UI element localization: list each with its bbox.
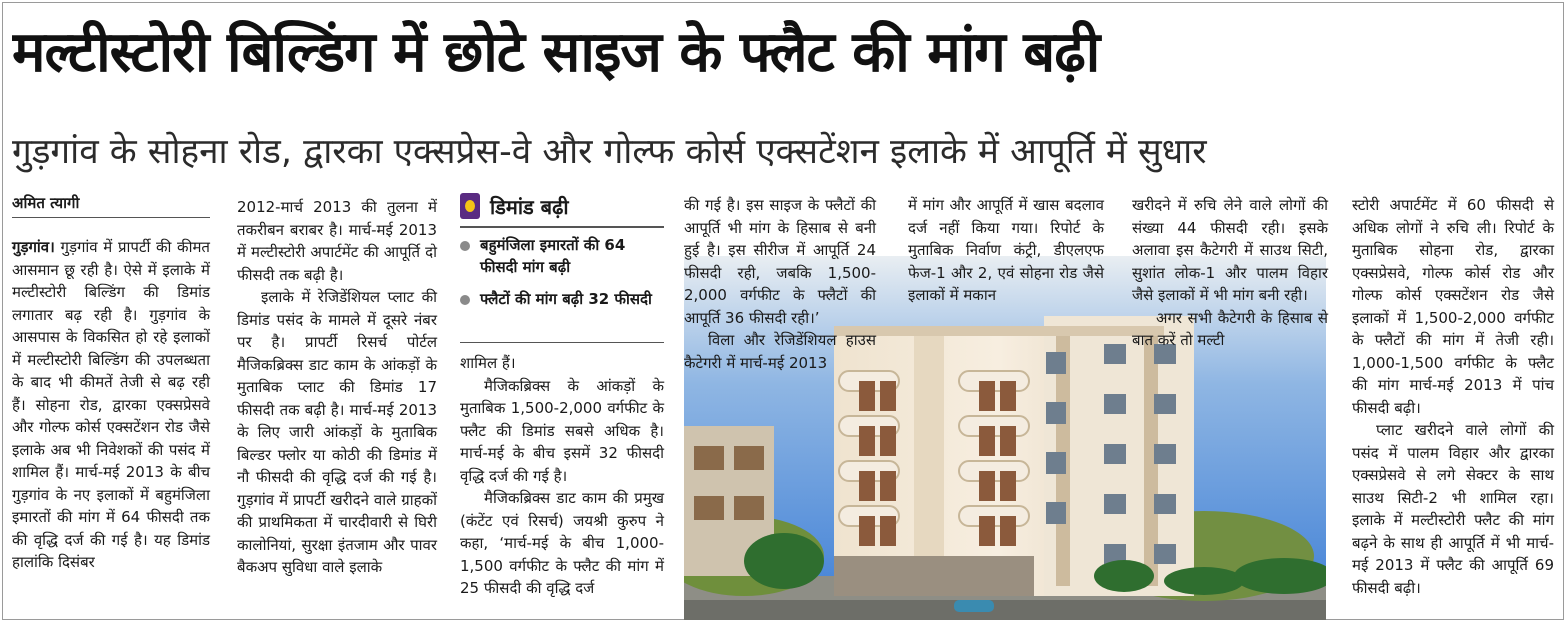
headline: मल्टीस्टोरी बिल्डिंग में छोटे साइज के फ्लैट की मांग बढ़ी — [12, 20, 1100, 85]
sidebar-header — [460, 188, 664, 224]
sidebar-marker-icon — [460, 193, 480, 219]
sidebar-item — [460, 288, 664, 310]
sidebar-title: डिमांड बढ़ी — [490, 194, 569, 219]
paragraph: स्टोरी अपार्टमेंट में 60 फीसदी से अधिक लोगों ने रुचि ली। रिपोर्ट के मुताबिक सोहना रोड, द्वारका एक्सप्रेसवे, गोल्फ कोर्स रोड और गोल्फ कोर्स एक्सटेंशन रोड जैसे इलाकों में 1,500-2,000 वर्गफीट के फ्लैटों की मांग में तेजी रही। 1,000-1,500 वर्गफीट के फ्लैट की मांग मार्च-मई 2013 में पांच फीसदी बढ़ी। — [1352, 196, 1554, 417]
paragraph: 2012-मार्च 2013 की तुलना में तकरीबन बराबर है। मार्च-मई 2013 में मल्टीस्टोरी अपार्टमेंट की आपूर्ति दो फीसदी तक बढ़ी है। — [237, 198, 437, 284]
bullet-icon — [460, 241, 470, 251]
paragraph: शामिल हैं। — [460, 354, 516, 372]
paragraph: की गई है। इस साइज के फ्लैटों की आपूर्ति भी मांग के हिसाब से बनी हुई है। इस सीरीज में आपूर्ति 24 फीसदी रही, जबकि 1,500-2,000 वर्गफीट के फ्लैटों की आपूर्ति 36 फीसदी रही।’ — [684, 196, 876, 327]
bullet-icon — [460, 295, 470, 305]
divider — [460, 226, 664, 228]
paragraph: गुड़गांव में प्रापर्टी की कीमत आसमान छू रही है। ऐसे में इलाके में मल्टीस्टोरी बिल्डिंग की डिमांड लगातार बढ़ रही है। गुड़गांव के आसपास के विकसित हो रहे इलाकों में मल्टीस्टोरी बिल्डिंग की उपलब्धता के बाद भी कीमतें तेजी से बढ़ रही हैं। सोहना रोड, द्वारका एक्सप्रेसवे और गोल्फ कोर्स एक्सटेंशन रोड जैसे इलाके अब भी निवेशकों की पसंद में शामिल हैं। मार्च-मई 2013 के बीच गुड़गांव के नए इलाकों में बहुमंजिला इमारतों की मांग में 64 फीसदी तक की वृद्धि दर्ज की गई है। यह डिमांड हालांकि दिसंबर — [12, 238, 210, 571]
byline: अमित त्यागी — [12, 192, 210, 218]
paragraph: विला और रेजिडेंशियल हाउस कैटेगरी में मार्च-मई 2013 — [684, 331, 876, 372]
sidebar-item-text: बहुमंजिला इमारतों की 64 फीसदी मांग बढ़ी — [480, 235, 626, 276]
paragraph: इलाके में रेजिडेंशियल प्लाट की डिमांड पसंद के मामले में दूसरे नंबर पर है। प्रापर्टी रिसर्च पोर्टल मैजिकब्रिक्स डाट काम के आंकड़ों के मुताबिक प्लाट की डिमांड 17 फीसदी तक बढ़ी है। मार्च-मई 2013 के लिए जारी आंकड़ों के मुताबिक बिल्डर फ्लोर या कोठी की डिमांड में नौ फीसदी की वृद्धि दर्ज की गई है। गुड़गांव में प्रापर्टी खरीदने वाले ग्राहकों की प्राथमिकता में चारदीवारी से घिरी कालोनियां, सुरक्षा इंतजाम और पावर बैकअप सुविधा वाले इलाके — [237, 288, 437, 576]
demand-sidebar — [460, 188, 664, 343]
paragraph: मैजिकब्रिक्स डाट काम की प्रमुख (कंटेंट एवं रिसर्च) जयश्री कुरुप ने कहा, ‘मार्च-मई के बीच 1,000-1,500 वर्गफीट के फ्लैट की मांग में 25 फीसदी की वृद्धि दर्ज — [460, 489, 664, 597]
article-column-6 — [1132, 194, 1328, 352]
article-column-7 — [1352, 194, 1554, 599]
article-column-1 — [12, 236, 210, 574]
paragraph: अगर सभी कैटेगरी के हिसाब से बात करें तो मल्टी — [1132, 308, 1328, 349]
paragraph: मैजिकब्रिक्स के आंकड़ों के मुताबिक 1,500-2,000 वर्गफीट के फ्लैट की डिमांड सबसे अधिक है। मार्च-मई के बीच इसमें 32 फीसदी वृद्धि दर्ज की गई है। — [460, 376, 664, 485]
paragraph: खरीदने में रुचि लेने वाले लोगों की संख्या 44 फीसदी रही। इसके अलावा इस कैटेगरी में साउथ सिटी, सुशांत लोक-1 और पालम विहार जैसे इलाकों में भी मांग बनी रही। — [1132, 196, 1328, 304]
article-column-3 — [460, 352, 664, 600]
subheadline: गुड़गांव के सोहना रोड, द्वारका एक्सप्रेस-वे और गोल्फ कोर्स एक्सटेंशन इलाके में आपूर्ति में सुधार — [12, 132, 1207, 172]
article-column-4 — [684, 194, 876, 374]
sidebar-item — [460, 234, 664, 278]
paragraph: प्लाट खरीदने वाले लोगों की पसंद में पालम विहार और द्वारका एक्सप्रेसवे से लगे सेक्टर के साथ साउथ सिटी-2 भी शामिल रहा। इलाके में मल्टीस्टोरी फ्लैट की मांग बढ़ने के साथ ही आपूर्ति में भी मार्च-मई 2013 में फ्लैट की आपूर्ति 69 फीसदी बढ़ी। — [1352, 421, 1554, 597]
article-column-5 — [908, 194, 1104, 307]
sidebar-item-text: फ्लैटों की मांग बढ़ी 32 फीसदी — [480, 289, 652, 308]
article-column-2 — [237, 196, 437, 579]
paragraph: में मांग और आपूर्ति में खास बदलाव दर्ज नहीं किया गया। रिपोर्ट के मुताबिक निर्वाण कंट्री, डीएलएफ फेज-1 और 2, एवं सोहना रोड जैसे इलाकों में मकान — [908, 196, 1104, 304]
dateline: गुड़गांव। — [12, 238, 55, 256]
